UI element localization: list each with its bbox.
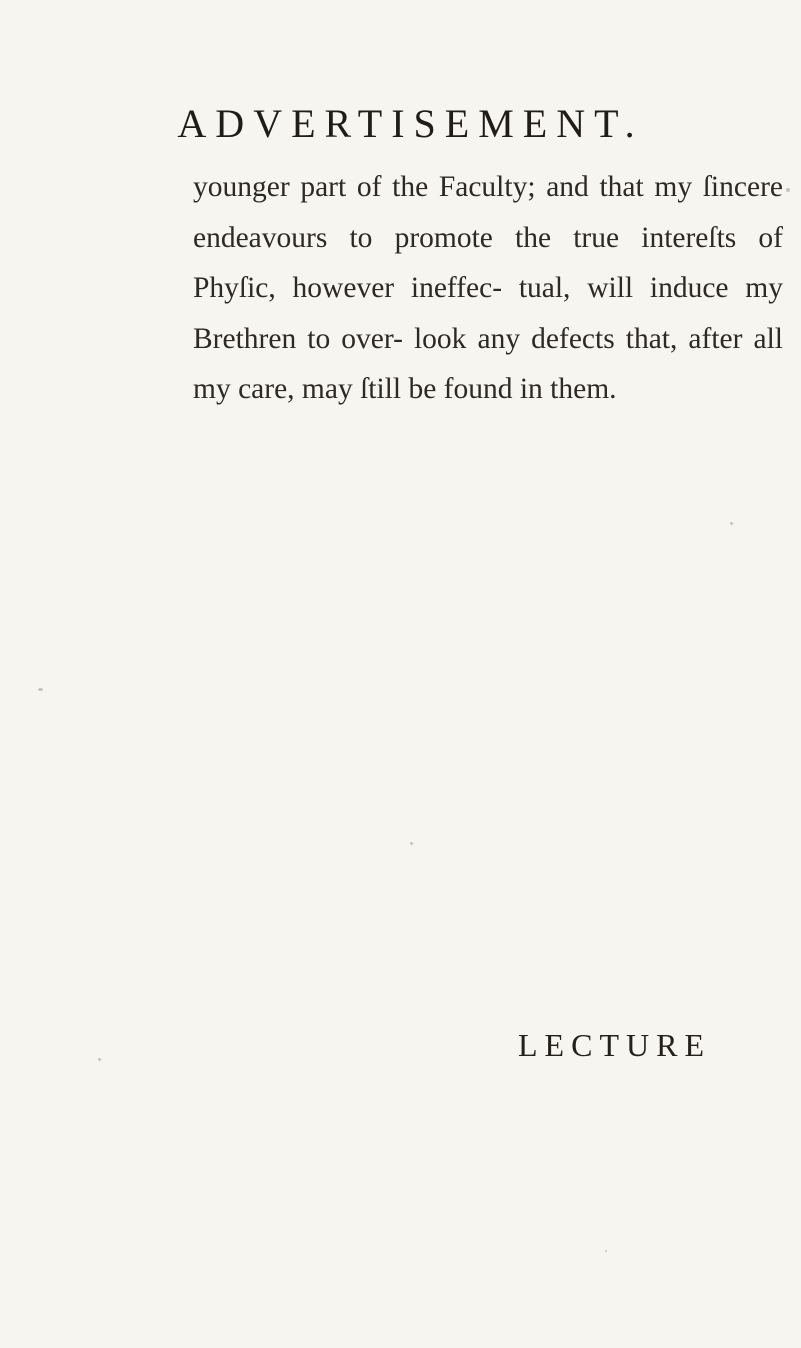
- paper-speck: [38, 688, 43, 691]
- paper-speck: [730, 522, 733, 525]
- paper-speck: [786, 188, 790, 192]
- catchword: LECTURE: [518, 1027, 711, 1063]
- body-paragraph: younger part of the Faculty; and that my ſincere endeavours to promote the true intereſts of Phyſic, however ineffec- tual, will induce my Brethren to over- look any defects that, after all my care, may ſtill be found in them.: [193, 171, 783, 405]
- paper-speck: [605, 1250, 607, 1252]
- paper-speck: [410, 842, 413, 845]
- running-head: ADVERTISEMENT.: [177, 101, 644, 146]
- paper-speck: [98, 1058, 101, 1061]
